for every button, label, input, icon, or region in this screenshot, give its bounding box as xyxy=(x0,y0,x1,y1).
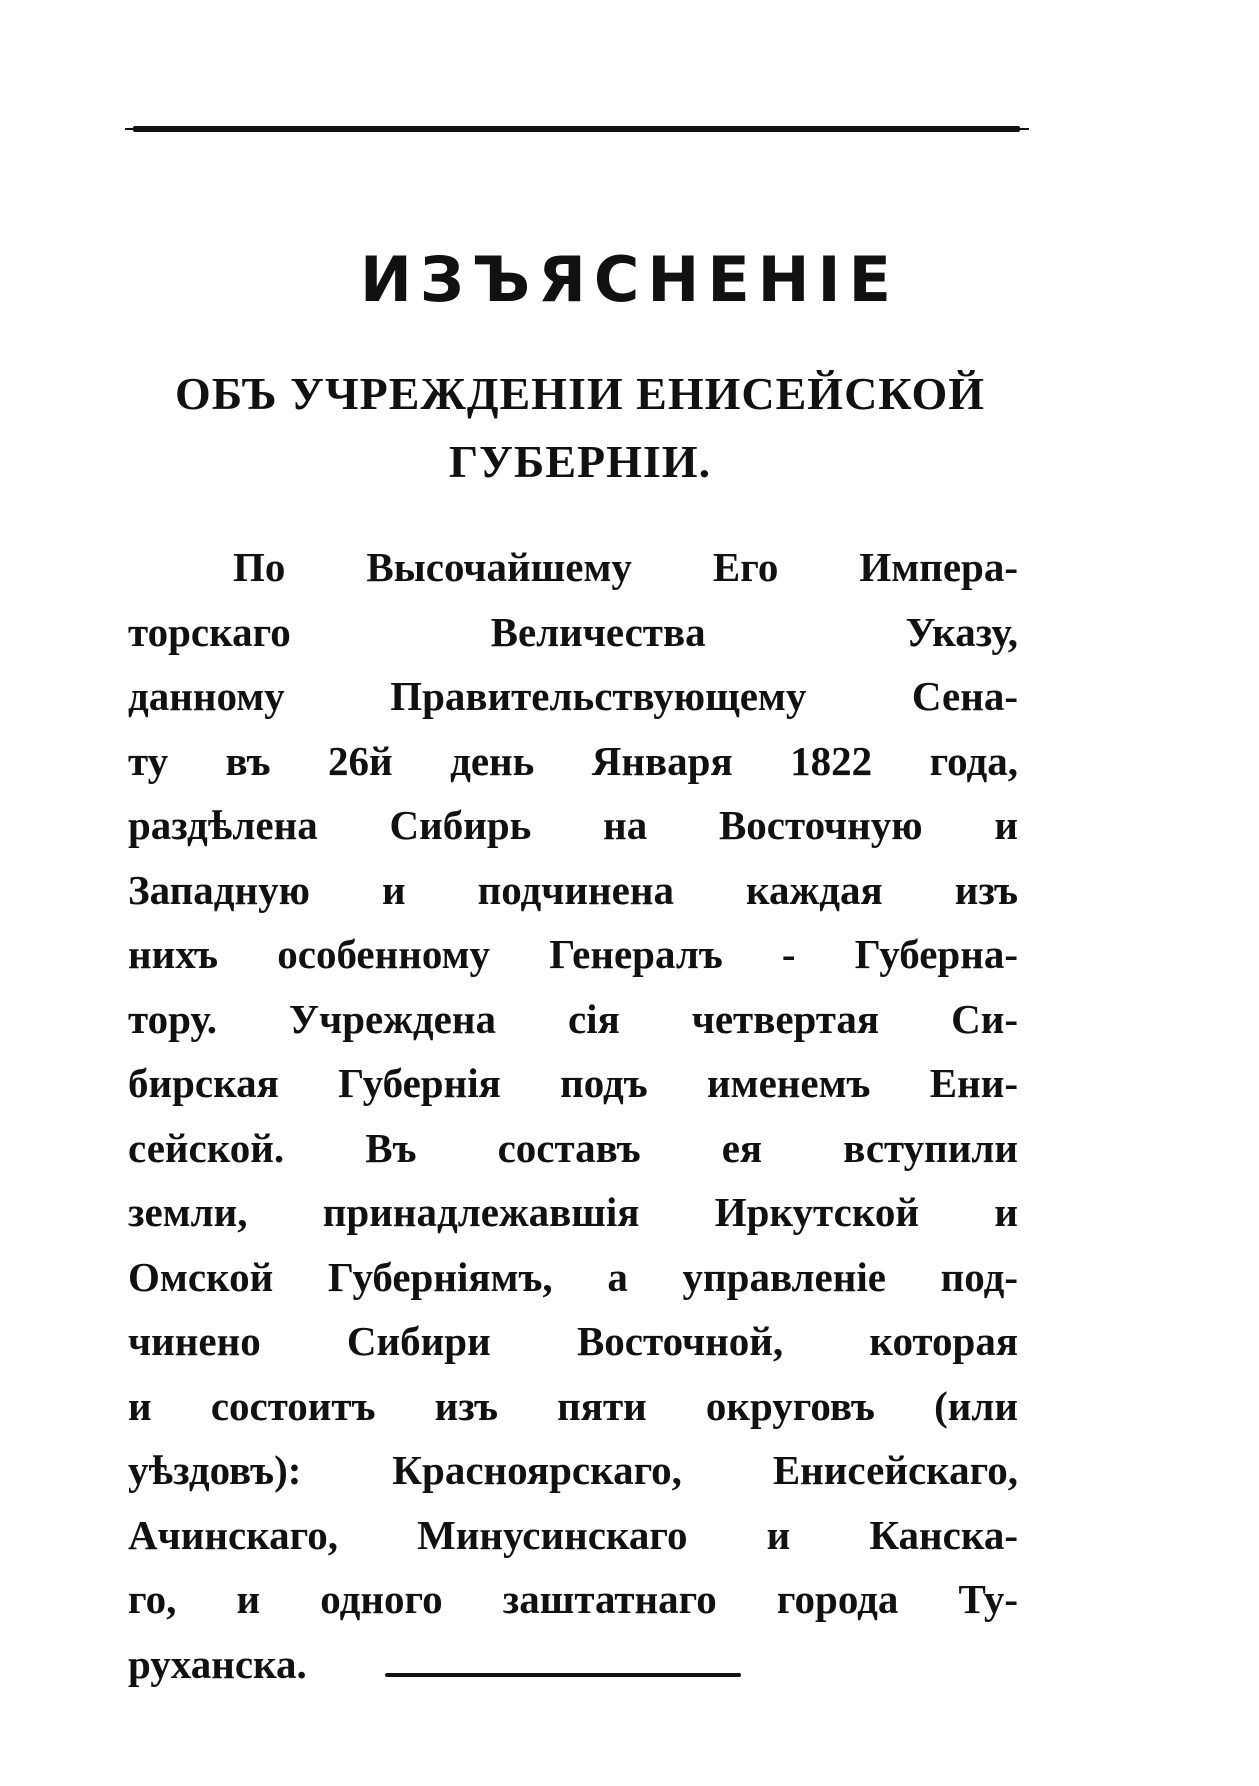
body-line: тору. Учреждена сія четвертая Си- xyxy=(128,995,1018,1042)
page-subtitle xyxy=(130,360,1030,496)
body-line: Западную и подчинена каждая изъ xyxy=(128,866,1018,913)
body-line: По Высочайшему Его Импера- xyxy=(233,544,1018,590)
body-line: нихъ особенному Генералъ - Губерна- xyxy=(128,931,1018,977)
body-line: данному Правительствующему Сена- xyxy=(128,673,1018,719)
body-line: го, и одного заштатнаго города Ту- xyxy=(128,1576,1018,1622)
body-line: уѣздовъ): Красноярскаго, Енисейскаго, xyxy=(128,1447,1018,1493)
body-line: ту въ 26й день Января 1822 года, xyxy=(128,737,1018,784)
body-paragraph xyxy=(128,535,1018,1696)
body-line: чинено Сибири Восточной, которая xyxy=(128,1318,1018,1364)
body-line: и состоитъ изъ пяти округовъ (или xyxy=(128,1382,1018,1429)
bottom-rule-divider xyxy=(385,1673,741,1677)
body-line: Ачинскаго, Минусинскаго и Канска- xyxy=(128,1511,1018,1558)
subtitle-line: ГУБЕРНІИ. xyxy=(448,436,712,487)
body-line: торскаго Величества Указу, xyxy=(128,608,1018,655)
subtitle-line: ОБЪ УЧРЕЖДЕНІИ ЕНИСЕЙСКОЙ xyxy=(174,368,986,419)
page-title: ИЗЪЯСНЕНІЕ xyxy=(360,243,899,316)
body-line: сейской. Въ составъ ея вступили xyxy=(128,1124,1018,1171)
body-line: земли, принадлежавшія Иркутской и xyxy=(128,1189,1018,1235)
body-line: Омской Губерніямъ, а управленіе под- xyxy=(128,1253,1018,1300)
top-rule-divider xyxy=(133,126,1020,132)
body-line: руханска. xyxy=(128,1640,307,1687)
body-line: бирская Губернія подъ именемъ Ени- xyxy=(128,1060,1018,1106)
body-line: раздѣлена Сибирь на Восточную и xyxy=(128,802,1018,848)
